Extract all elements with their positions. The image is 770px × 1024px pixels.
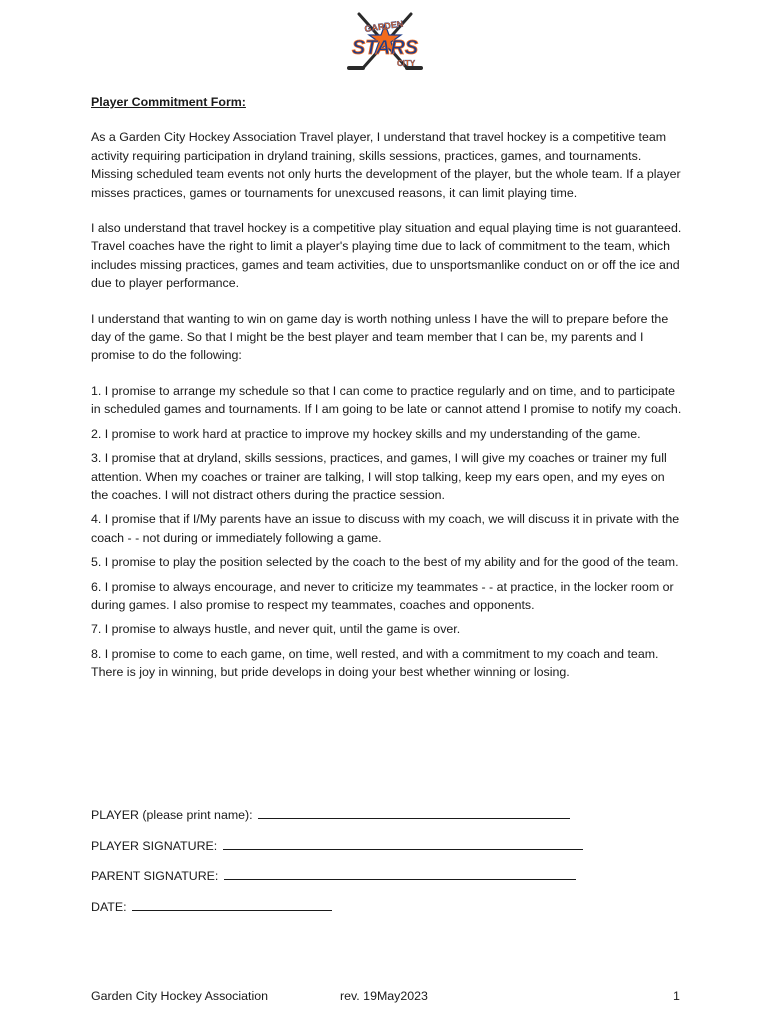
promise-item: 7. I promise to always hustle, and never quit, until the game is over. [91,622,461,637]
garden-city-stars-logo [337,10,433,76]
intro-paragraph-3: I understand that wanting to win on game day is worth nothing unless I have the will to prepare before the day of the game. So that I might be the best player and team member that I can be, my parents and I promise to do the following: [91,311,669,363]
promise-item: 8. I promise to come to each game, on time, well rested, and with a commitment to my coach and team. There is joy in winning, but pride develops in doing your best whether winning or losing. [91,646,659,680]
promise-item: 2. I promise to work hard at practice to improve my hockey skills and my understanding of the game. [91,426,641,441]
player-name-label: PLAYER (please print name): [91,808,253,822]
parent-signature-row [91,867,691,898]
parent-signature-field[interactable] [224,867,576,880]
date-row [91,898,691,929]
signature-section [91,806,691,928]
logo-top-text: GARDEN [363,18,404,34]
promise-list [91,382,683,682]
promise-item: 6. I promise to always encourage, and never to criticize my teammates - - at practice, in the locker room or during games. I also promise to respect my teammates, coaches and opponents. [91,579,674,612]
logo-bottom-text: CITY [397,59,416,68]
promise-item: 3. I promise that at dryland, skills sessions, practices, and games, I will give my coaches or trainer my full attention. When my coaches or trainer are talking, I will stop talking, keep my ears open, and my eyes on the coaches. I will not distract others during the practice session. [91,451,667,502]
player-signature-field[interactable] [223,837,583,850]
footer-page-number: 1 [673,989,680,1003]
promise-item: 5. I promise to play the position selected by the coach to the best of my ability and for the good of the team. [91,555,679,570]
player-name-row [91,806,691,837]
player-signature-label: PLAYER SIGNATURE: [91,838,218,853]
form-body [91,93,683,688]
date-label: DATE: [91,899,127,914]
intro-paragraph-2: I also understand that travel hockey is a competitive play situation and equal playing time is not guaranteed. Travel coaches have the right to limit a player's playing time due to lack of commitment to the team, which includes missing practices, games and team activities, due to unsportsmanlike conduct on or off the ice and due to player performance. [91,221,682,291]
logo-main-text: STARS [351,37,419,59]
date-field[interactable] [132,898,332,911]
player-signature-row [91,837,691,868]
intro-paragraph-1: As a Garden City Hockey Association Travel player, I understand that travel hockey is a competitive team activity requiring participation in dryland training, skills sessions, practices, games, and tournaments. Missing scheduled team events not only hurts the development of the player, but the whole team. If a player misses practices, games or tournaments for unexcused reasons, it can limit playing time. [91,130,681,200]
parent-signature-label: PARENT SIGNATURE: [91,869,219,883]
promise-item: 4. I promise that if I/My parents have an issue to discuss with my coach, we will discuss it in private with the coach - - not during or immediately following a game. [91,512,680,545]
promise-item: 1. I promise to arrange my schedule so that I can come to practice regularly and on time, and to participate in scheduled games and tournaments. If I am going to be late or cannot attend I promise to notify my coach. [91,383,682,417]
player-name-field[interactable] [258,806,570,819]
footer-revision: rev. 19May2023 [340,989,428,1003]
footer-organization: Garden City Hockey Association [91,989,268,1003]
form-title: Player Commitment Form: [91,95,246,109]
